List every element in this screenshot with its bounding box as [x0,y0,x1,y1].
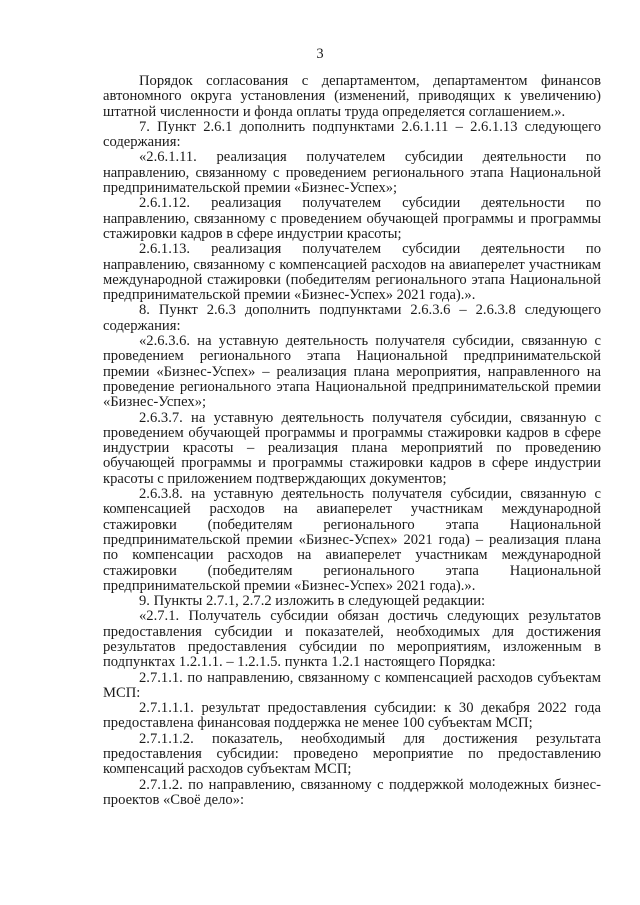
paragraph: 2.7.1.1.2. показатель, необходимый для достижения результата предоставления субсидии: проведено мероприятие по предоставлению компенсаций расходов субъектам МСП; [103,730,601,778]
paragraph: 2.7.1.1. по направлению, связанному с компенсацией расходов субъектам МСП: [103,669,601,701]
paragraph: 9. Пункты 2.7.1, 2.7.2 изложить в следующей редакции: [139,593,486,610]
paragraph: Порядок согласования с департаментом, департаментом финансов автономного округа установления (изменений, приводящих к увеличению) штатной численности и фонда оплаты труда определяется соглашением.». [103,73,601,120]
paragraph: 7. Пункт 2.6.1 дополнить подпунктами 2.6.1.11 – 2.6.1.13 следующего содержания: [103,118,601,151]
page-number: 3 [316,46,324,62]
paragraph: «2.6.3.6. на уставную деятельность получателя субсидии, связанную с проведением регионального этапа Национальной предпринимательской премии «Бизнес-Успех» – реализация плана мероприятия, направленного на проведение регионального этапа Национальной предпринимательской премии «Бизнес-Успех»; [103,333,601,411]
paragraph: 8. Пункт 2.6.3 дополнить подпунктами 2.6.3.6 – 2.6.3.8 следующего содержания: [103,302,601,334]
paragraph: «2.7.1. Получатель субсидии обязан достичь следующих результатов предоставления субсидии и показателей, необходимых для достижения результатов предоставления субсидии по мероприятиям, изложенным в подпунктах 1.2.1.1. – 1.2.1.5. пункта 1.2.1 настоящего Порядка: [103,608,601,671]
paragraph: 2.6.3.8. на уставную деятельность получателя субсидии, связанную с компенсацией расходов на авиаперелет участникам международной стажировки (победителям регионального этапа Национальной предпринимательской премии «Бизнес-Успех» 2021 года) – реализация плана по компенсации расходов на авиаперелет участникам международной стажировки (победителям регионального этапа Национальной предпринимательской премии «Бизнес-Успех» 2021 года).». [103,486,601,594]
paragraph: 2.7.1.1.1. результат предоставления субсидии: к 30 декабря 2022 года предоставлена финансовая поддержка не менее 100 субъектам МСП; [103,700,601,732]
paragraph: «2.6.1.11. реализация получателем субсидии деятельности по направлению, связанному с проведением регионального этапа Национальной предпринимательской премии «Бизнес-Успех»; [103,149,601,197]
paragraph: 2.6.1.13. реализация получателем субсидии деятельности по направлению, связанному с компенсацией расходов на авиаперелет участникам международной стажировки (победителям регионального этапа Национальной предпринимательской премии «Бизнес-Успех» 2021 года).». [103,241,601,304]
paragraph: 2.6.1.12. реализация получателем субсидии деятельности по направлению, связанному с проведением обучающей программы и программы стажировки кадров в сфере индустрии красоты; [103,195,601,242]
paragraph: 2.6.3.7. на уставную деятельность получателя субсидии, связанную с проведением обучающей программы и программы стажировки кадров в сфере индустрии красоты – реализация плана мероприятий по проведению обучающей программы и программы стажировки кадров в сфере индустрии красоты с приложением подтверждающих документов; [103,409,601,487]
document-body [103,74,601,808]
paragraph: 2.7.1.2. по направлению, связанному с поддержкой молодежных бизнес-проектов «Своё дело»: [103,776,601,808]
